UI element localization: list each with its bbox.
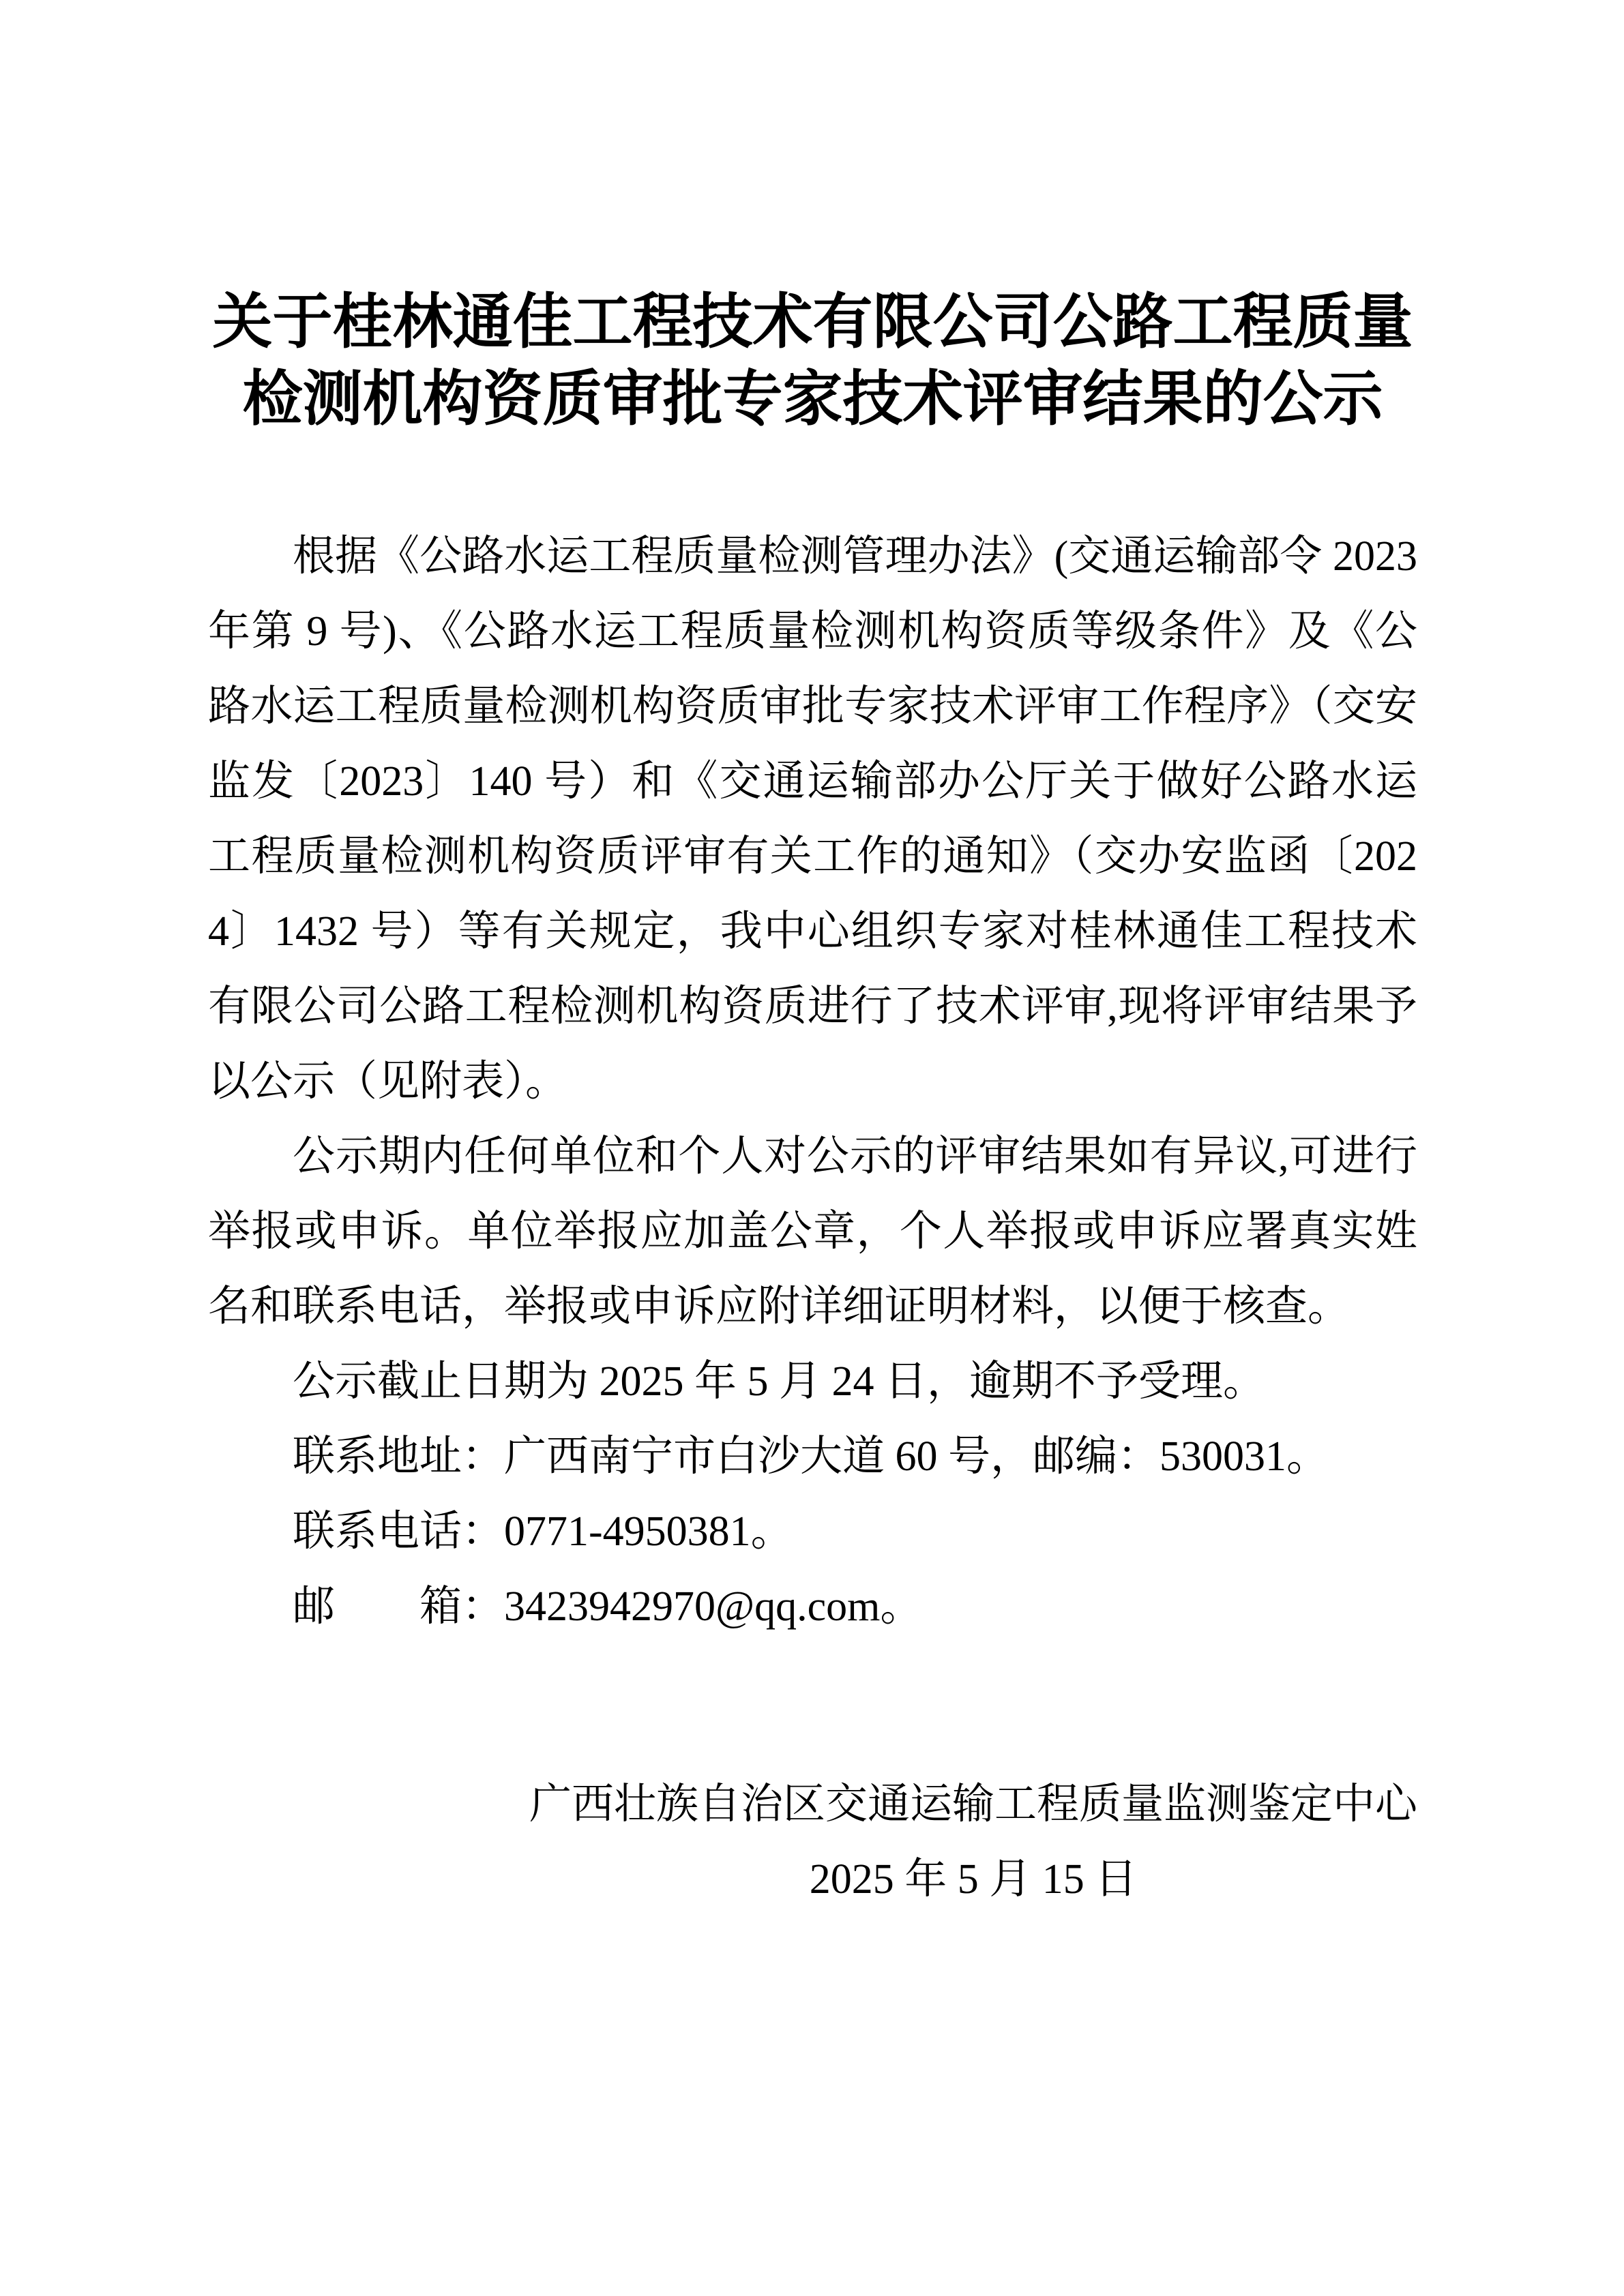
paragraph-legal-basis: 根据《公路水运工程质量检测管理办法》(交通运输部令 2023 年第 9 号)、《公路水运工程质量检测机构资质等级条件》及《公路水运工程质量检测机构资质审批专家技术评审工作程序》（交安监发〔2023〕140 号）和《交通运输部办公厅关于做好公路水运工程质量检测机构资质评审有关工作的通知》（交办安监函〔2024〕1432 号）等有关规定，我中心组织专家对桂林通佳工程技术有限公司公路工程检测机构资质进行了技术评审,现将评审结果予以公示（见附表）。 [208, 533, 1417, 1105]
paragraph-contact-address: 联系地址：广西南宁市白沙大道 60 号，邮编：530031。 [293, 1433, 1329, 1480]
document-title-line-1: 关于桂林通佳工程技术有限公司公路工程质量 [212, 288, 1413, 355]
signature-date: 2025 年 5 月 15 日 [809, 1856, 1138, 1903]
document-body [208, 519, 1417, 1644]
signature-block [208, 1767, 1417, 1917]
document-title [208, 283, 1417, 437]
paragraph-objection-process: 公示期内任何单位和个人对公示的评审结果如有异议,可进行举报或申诉。单位举报应加盖公章，个人举报或申诉应署真实姓名和联系电话，举报或申诉应附详细证明材料，以便于核查。 [208, 1133, 1417, 1330]
paragraph-contact-phone: 联系电话：0771-4950381。 [293, 1508, 793, 1555]
signature-organization: 广西壮族自治区交通运输工程质量监测鉴定中心 [529, 1781, 1417, 1828]
signature-inner [529, 1767, 1417, 1917]
paragraph-contact-email: 邮 箱：3423942970@qq.com。 [293, 1583, 923, 1630]
paragraph-deadline: 公示截止日期为 2025 年 5 月 24 日，逾期不予受理。 [293, 1358, 1266, 1405]
document-title-line-2: 检测机构资质审批专家技术评审结果的公示 [242, 365, 1383, 432]
